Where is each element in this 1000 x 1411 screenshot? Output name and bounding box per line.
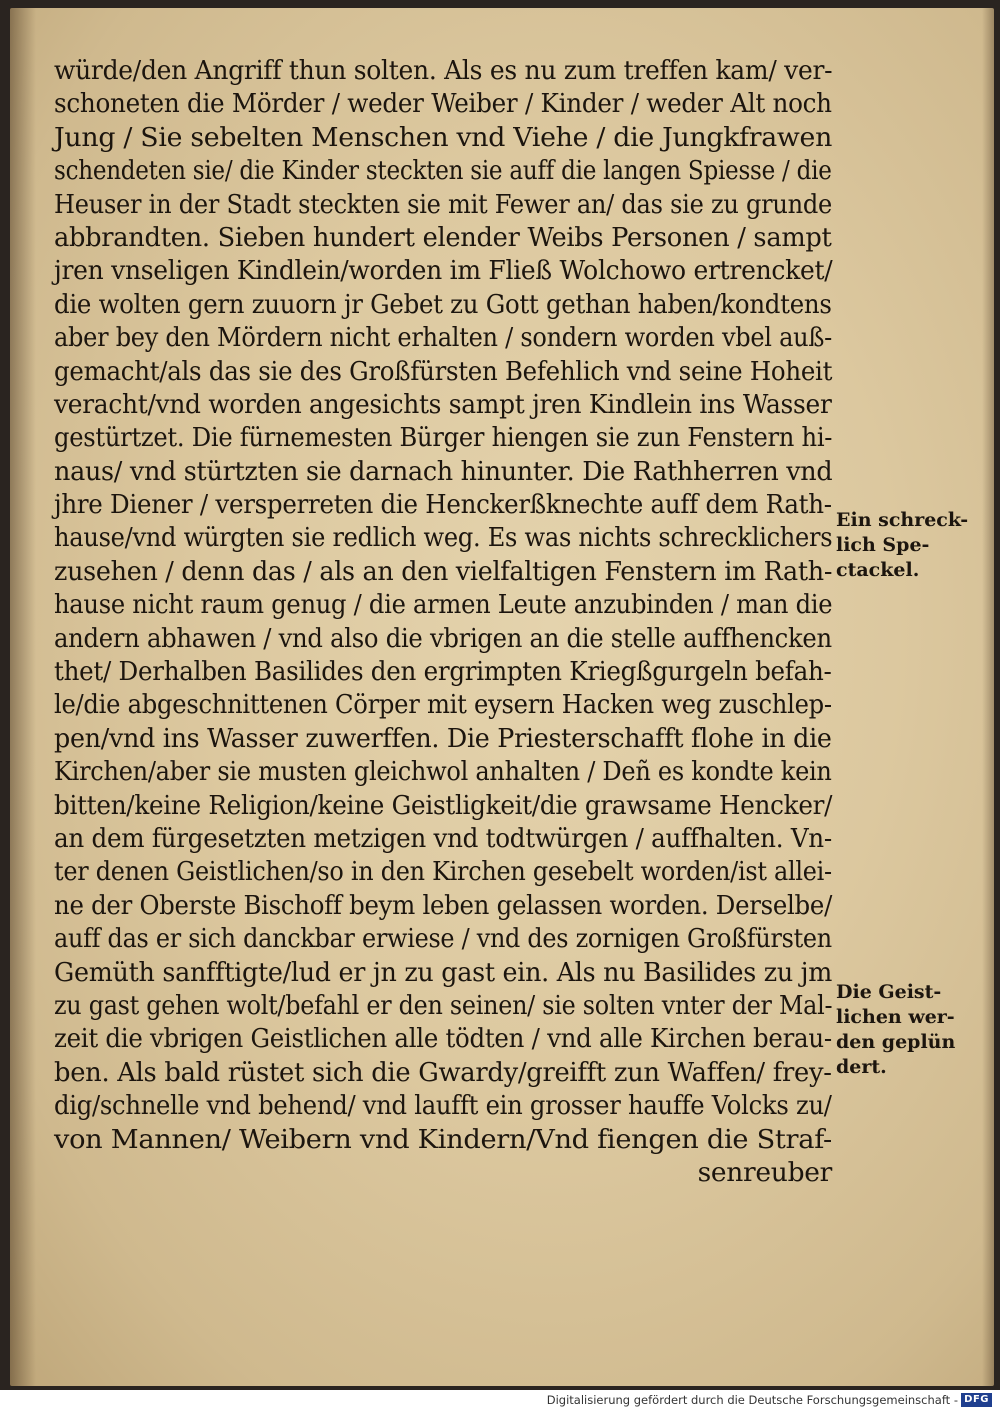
text-line: andern abhawen / vnd also die vbrigen an die stelle auffhencken <box>54 622 832 654</box>
text-line: Heuser in der Stadt steckten sie mit Fewer an/ das sie zu grunde <box>54 188 833 220</box>
text-line: ter denen Geistlichen/so in den Kirchen gesebelt worden/ist allei- <box>54 856 832 888</box>
text-line: zu gast gehen wolt/befahl er den seinen/ sie solten vnter der Mal- <box>54 989 833 1021</box>
footer-bar <box>0 1390 1000 1411</box>
text-line: le/die abgeschnittenen Cörper mit eysern Hacken weg zuschlep- <box>54 689 832 721</box>
text-line: hause/vnd würgten sie redlich weg. Es was nichts schrecklichers <box>54 522 833 554</box>
text-line: würde/den Angriff thun solten. Als es nu zum treffen kam/ ver- <box>54 55 833 86</box>
text-line: schoneten die Mörder / weder Weiber / Kinder / weder Alt noch <box>54 88 832 120</box>
marginal-note-line: lichen wer- <box>836 1006 955 1028</box>
text-line: gemacht/als das sie des Großfürsten Befehlich vnd seine Hoheit <box>54 355 833 387</box>
text-line: Gemüth sanfftigte/lud er jn zu gast ein. Als nu Basilides zu jm <box>54 956 833 988</box>
text-line: jhre Diener / versperreten die Henckerßknechte auff dem Rath- <box>54 489 832 521</box>
funding-credit: Digitalisierung gefördert durch die Deutsche Forschungsgemeinschaft - <box>546 1393 958 1407</box>
marginal-note-line: lich Spe- <box>836 534 930 556</box>
edge-shadow <box>982 8 994 1386</box>
marginal-note-line: dert. <box>836 1056 887 1078</box>
text-line: naus/ vnd stürtzten sie darnach hinunter. Die Rathherren vnd <box>54 455 833 487</box>
text-line: aber bey den Mördern nicht erhalten / sondern worden vbel auß- <box>54 322 832 354</box>
text-line: ben. Als bald rüstet sich die Gwardy/greifft zun Waffen/ frey- <box>54 1056 832 1088</box>
marginal-note-line: ctackel. <box>836 559 920 581</box>
text-line: thet/ Derhalben Basilides den ergrimpten Kriegßgurgeln befah- <box>54 656 832 688</box>
text-line: bitten/keine Religion/keine Geistligkeit/die grawsame Hencker/ <box>54 789 833 821</box>
text-line: veracht/vnd worden angesichts sampt jren Kindlein ins Wasser <box>54 388 832 420</box>
text-line: Jung / Sie sebelten Menschen vnd Viehe / die Jungkfrawen <box>54 121 833 153</box>
text-line: an dem fürgesetzten metzigen vnd todtwürgen / auffhalten. Vn- <box>54 822 832 854</box>
text-line: die wolten gern zuuorn jr Gebet zu Gott gethan haben/kondtens <box>54 288 832 320</box>
text-line: schendeten sie/ die Kinder steckten sie auff die langen Spiesse / die <box>54 155 832 187</box>
marginal-note-line: den geplün <box>836 1031 956 1053</box>
text-line: senreuber <box>697 1156 832 1188</box>
text-line: zusehen / denn das / als an den vielfaltigen Fenstern im Rath- <box>54 555 833 587</box>
text-line: auff das er sich danckbar erwiese / vnd des zornigen Großfürsten <box>54 923 832 955</box>
text-line: gestürtzet. Die fürnemesten Bürger hiengen sie zun Fenstern hi- <box>54 422 833 454</box>
text-line: von Mannen/ Weibern vnd Kindern/Vnd fiengen die Straf- <box>54 1123 832 1155</box>
spine-shadow <box>10 8 36 1386</box>
text-line: Kirchen/aber sie musten gleichwol anhalten / Deñ es kondte kein <box>54 756 832 788</box>
marginal-note-line: Die Geist- <box>836 981 942 1003</box>
text-line: dig/schnelle vnd behend/ vnd laufft ein grosser hauffe Volcks zu/ <box>54 1090 832 1122</box>
text-line: jren vnseligen Kindlein/worden im Fließ Wolchowo ertrencket/ <box>54 255 833 287</box>
dfg-logo: DFG <box>961 1393 992 1407</box>
text-line: zeit die vbrigen Geistlichen alle tödten / vnd alle Kirchen berau- <box>54 1023 832 1055</box>
marginal-note-spectacle <box>836 508 968 583</box>
text-line: ne der Oberste Bischoff beym leben gelassen worden. Derselbe/ <box>54 889 833 921</box>
main-text-block <box>54 54 832 1189</box>
marginal-note-line: Ein schreck- <box>836 509 969 531</box>
text-line: pen/vnd ins Wasser zuwerffen. Die Priesterschafft flohe in die <box>54 722 832 754</box>
text-line: hause nicht raum genug / die armen Leute anzubinden / man die <box>54 589 833 621</box>
text-line: abbrandten. Sieben hundert elender Weibs Personen / sampt <box>54 221 832 253</box>
marginal-note-clergy <box>836 980 955 1080</box>
